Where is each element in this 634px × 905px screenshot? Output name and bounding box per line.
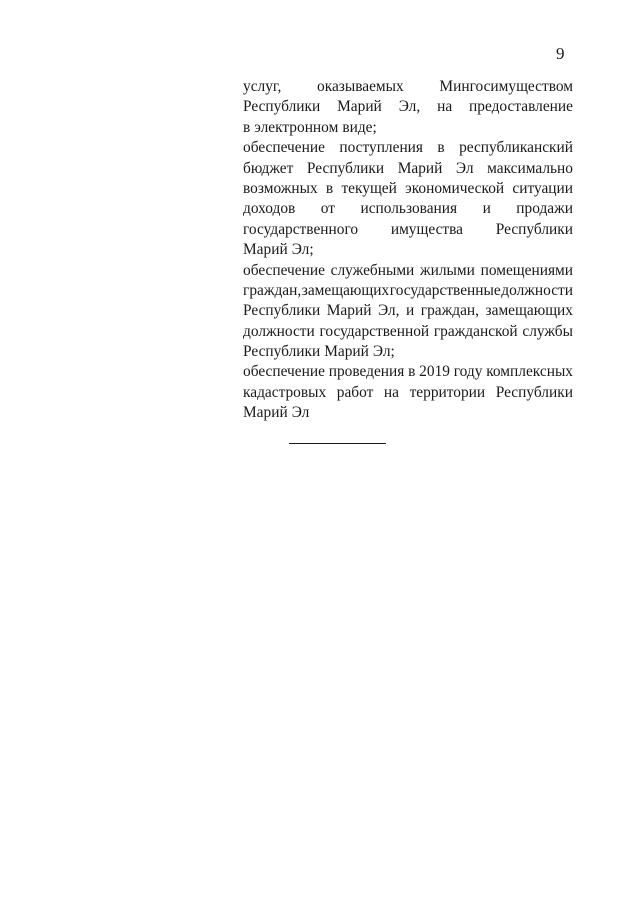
word: Марий (397, 159, 443, 177)
word: проведения (328, 363, 405, 381)
text-line (243, 118, 573, 138)
word: Республики (243, 98, 321, 116)
word: поступления (339, 139, 423, 157)
text-line (243, 362, 573, 382)
text-line (243, 97, 573, 117)
text-line (243, 261, 573, 281)
text-line (243, 383, 573, 403)
word: экономической (405, 179, 505, 197)
word: служебными (330, 261, 415, 279)
word: имущества (390, 220, 464, 238)
word: Эл; (372, 343, 395, 361)
text-line (243, 240, 573, 260)
word: оказываемых (317, 78, 404, 95)
word: Мингосимуществом (439, 78, 573, 95)
word: Марий (326, 302, 372, 320)
word: в (325, 179, 334, 197)
word: виде; (342, 118, 377, 136)
word: 2019 (419, 363, 450, 381)
word: Республики (495, 220, 573, 238)
text-line (243, 159, 573, 179)
text-line (243, 179, 573, 199)
word: Марий (243, 241, 288, 259)
word: и (406, 302, 415, 320)
word: максимально (487, 159, 573, 177)
word: использования (360, 200, 458, 218)
word: помещениями (480, 261, 573, 279)
word: территории (409, 383, 486, 401)
word: Республики (495, 383, 573, 401)
word: службы (522, 322, 573, 340)
word: обеспечение (243, 363, 325, 381)
text-line (243, 342, 573, 362)
word: государственного (243, 220, 359, 238)
word: бюджет (243, 159, 294, 177)
word: на (437, 98, 453, 116)
word: Республики (243, 343, 321, 361)
word: в (437, 139, 445, 157)
word: от (320, 200, 335, 218)
word: доходов (243, 200, 296, 218)
text-line (243, 281, 573, 301)
word: комплексных (486, 363, 573, 381)
word: гражданской (433, 322, 518, 340)
word: граждан, (420, 302, 479, 320)
word: Республики (306, 159, 385, 177)
word: текущей (341, 179, 397, 197)
word: электронном (254, 118, 339, 136)
word: Республики (243, 302, 321, 320)
word: работ (336, 383, 374, 401)
word: в (408, 363, 416, 381)
word: Марий (243, 404, 288, 422)
word: республиканский (459, 139, 573, 157)
text-line (243, 77, 573, 97)
word: должности (501, 281, 573, 299)
word: Марий (324, 343, 369, 361)
word: продажи (516, 200, 573, 218)
word: услуг, (243, 78, 282, 95)
word: замещающих (301, 281, 390, 299)
word: государственные (389, 281, 501, 299)
word: кадастровых (243, 383, 327, 401)
word: на (383, 383, 399, 401)
text-line (243, 301, 573, 321)
text-line (243, 138, 573, 158)
word: государственной (319, 322, 430, 340)
word: предоставление (469, 98, 573, 116)
word: Эл (455, 159, 474, 177)
word: ситуации (512, 179, 573, 197)
word: жилыми (420, 261, 475, 279)
document-body (243, 77, 573, 424)
text-line (243, 322, 573, 342)
word: Эл (291, 404, 310, 422)
word: замещающих (485, 302, 573, 320)
word: обеспечение (243, 261, 325, 279)
word: Марий (337, 98, 382, 116)
text-line (243, 403, 573, 423)
word: Эл; (291, 241, 314, 259)
text-line (243, 199, 573, 219)
page-number: 9 (556, 44, 565, 63)
word: в (243, 118, 251, 136)
word: обеспечение (243, 139, 325, 157)
word: Эл, (377, 302, 400, 320)
end-divider (289, 443, 386, 444)
word: году (453, 363, 483, 381)
word: возможных (243, 179, 318, 197)
word: Эл, (398, 98, 421, 116)
text-line (243, 220, 573, 240)
word: граждан, (243, 281, 302, 299)
word: и (482, 200, 491, 218)
word: должности (243, 322, 315, 340)
